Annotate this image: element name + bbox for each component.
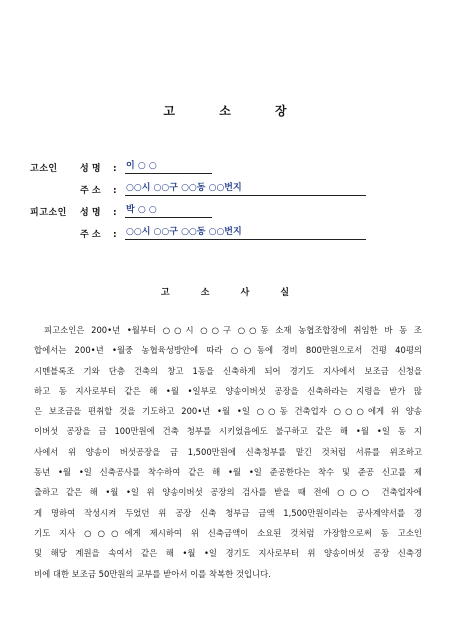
title-char: 고	[163, 104, 176, 118]
address-label: 주 소	[80, 186, 101, 196]
complainant-address-value: ○○시 ○○구 ○○동 ○○번지	[125, 182, 366, 196]
facts-line: 합에서는 200•년 •월중 농협육성방안에 따라 ○○동에 경비 800만원으로서 건평 40평의	[34, 345, 422, 356]
complainant-name-value: 이 ○ ○	[125, 160, 212, 174]
complainant-address-row: 주 소 : ○○시 ○○구 ○○동 ○○번지	[30, 180, 366, 196]
facts-line: 이버섯 공장을 금 100만원에 건축 청부를 시키었음에도 불구하고 같은 해 •월 •일 동 지	[34, 426, 422, 437]
accused-address-value: ○○시 ○○구 ○○동 ○○번지	[125, 226, 366, 240]
accused-role-label: 피고소인	[30, 208, 67, 218]
facts-line: 출하고 같은 해 •월 •일 위 양송이버섯 공장의 검사를 받을 때 전에 ○○○ 건축업자에	[34, 487, 422, 498]
name-label: 성 명	[80, 164, 101, 174]
facts-line: 동년 •월 •일 신축공사를 착수하여 같은 해 •월 •일 준공한다는 착수 및 준공 신고를 제	[34, 467, 422, 478]
facts-line: 시멘블록조 기와 단층 건축의 창고 1동을 신축하게 되어 경기도 지사에서 보조금 신청을	[34, 365, 422, 376]
title-char: 장	[274, 104, 287, 118]
facts-heading	[0, 285, 450, 298]
accused-name-row: 피고소인 성 명 : 박 ○ ○	[30, 202, 212, 218]
facts-line: 피고소인은 200•년 •월부터 ○○시 ○○구 ○○동 소재 농협조합장에 취임한 바 동 조	[44, 325, 422, 335]
address-label: 주 소	[80, 230, 101, 240]
complainant-name-row: 고소인 성 명 : 이 ○ ○	[30, 158, 212, 174]
name-label: 성 명	[80, 208, 101, 218]
heading-char: 사	[240, 288, 250, 298]
facts-line: 하고 동 지사로부터 같은 해 •월 •일부로 양송이버섯 공장을 신축하라는 지령을 받가 많	[34, 385, 422, 396]
accused-name-value: 박 ○ ○	[125, 204, 212, 218]
facts-body	[34, 320, 422, 584]
title-char: 소	[219, 104, 231, 118]
facts-line: 기도 지사 ○○○에게 제시하여 위 신축금액이 소요된 것처럼 가장함으로써 동 고소인	[34, 527, 422, 538]
facts-line: 게 명하여 작성시켜 두었던 위 공장 신축 청부금 금액 1,500만원이라는 공사계약서를 경	[34, 507, 422, 518]
heading-char: 실	[280, 288, 290, 298]
complainant-role-label: 고소인	[30, 164, 58, 174]
facts-line: 비에 대한 보조금 50만원의 교부를 받아서 이를 착복한 것입니다.	[34, 568, 271, 579]
facts-line: 사에서 위 양송이 버섯공장을 금 1,500만원에 신축청부를 맡긴 것처럼 서류를 위조하고	[34, 446, 422, 457]
heading-char: 고	[160, 288, 170, 298]
accused-address-row: 주 소 : ○○시 ○○구 ○○동 ○○번지	[30, 224, 366, 240]
document-title	[0, 102, 450, 119]
facts-line: 및 해당 계원을 속여서 같은 해 •월 •일 경기도 지사로부터 위 양송이버섯 공장 신축경	[34, 548, 422, 559]
heading-char: 소	[200, 288, 210, 298]
facts-line: 은 보조금을 편취할 것을 기도하고 200•년 •월 •일 ○○동 건축업자 ○○○에게 위 양송	[34, 406, 422, 417]
